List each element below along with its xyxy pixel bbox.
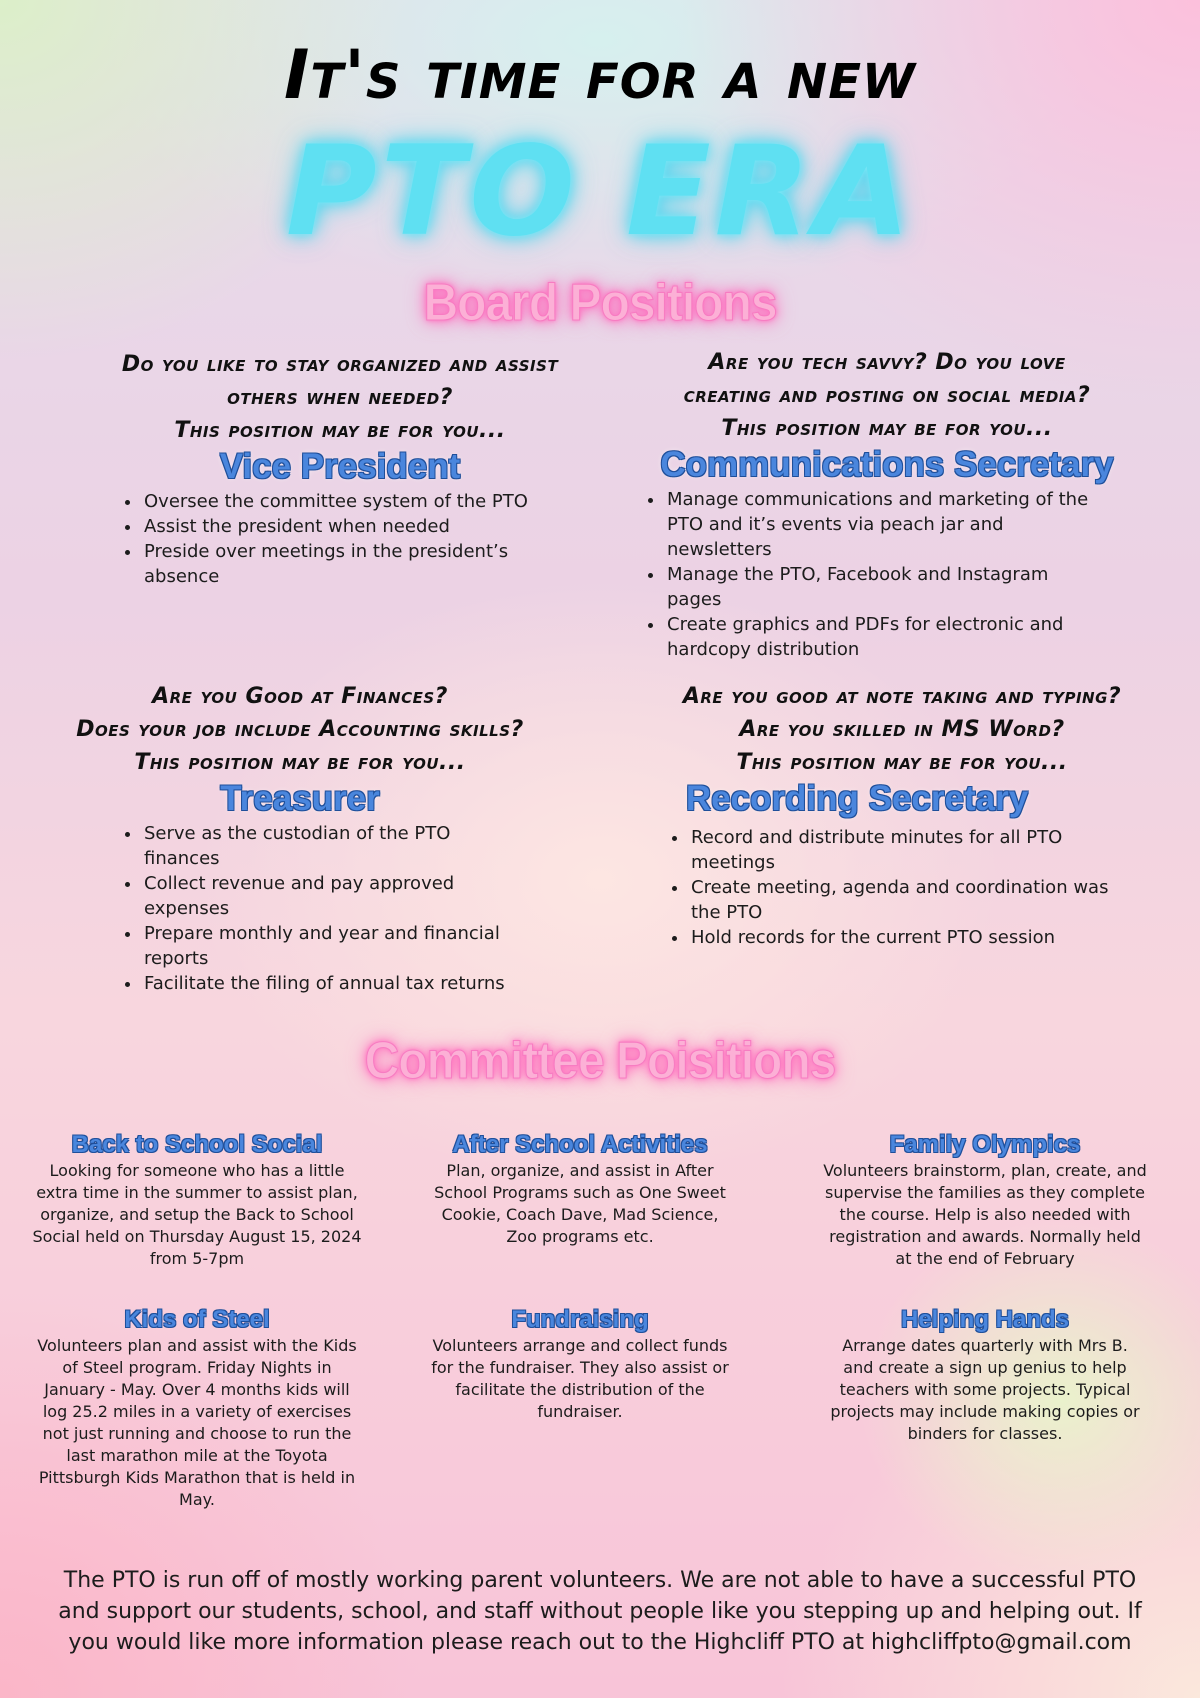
board-position-vice-president <box>60 348 620 589</box>
committee-description: Volunteers arrange and collect funds for the fundraiser. They also assist or facilitate the distribution of the fundraiser. <box>431 1336 729 1421</box>
duty-item: • Collect revenue and pay approved expenses <box>142 871 522 921</box>
board-position-recording-secretary <box>622 680 1182 950</box>
duty-item: • Serve as the custodian of the PTO finances <box>142 821 522 871</box>
duty-item: • Hold records for the current PTO session <box>689 925 1119 950</box>
headline: It's time for a new <box>284 36 916 115</box>
duty-item: • Prepare monthly and year and financial reports <box>142 921 522 971</box>
committee-helping-hands <box>820 1305 1150 1445</box>
duty-item: • Create meeting, agenda and coordination was the PTO <box>689 875 1119 925</box>
committee-fundraising <box>415 1305 745 1423</box>
committee-positions-title: Committee Poisitions <box>364 1032 836 1091</box>
committee-title: After School Activities <box>452 1131 708 1158</box>
position-title: Recording Secretary <box>685 779 1029 818</box>
committee-description: Plan, organize, and assist in After School Programs such as One Sweet Cookie, Coach Dave, Mad Science, Zoo programs etc. <box>434 1161 726 1246</box>
position-title: Treasurer <box>220 779 380 818</box>
position-title: Vice President <box>219 447 461 486</box>
position-title: Communications Secretary <box>660 445 1114 484</box>
position-question: Are you Good at Finances? Does your job include Accounting skills? This position may be for you... <box>76 684 524 775</box>
duty-item: • Create graphics and PDFs for electronic and hardcopy distribution <box>665 612 1095 662</box>
duty-item: • Manage the PTO, Facebook and Instagram pages <box>665 562 1095 612</box>
position-question: Are you good at note taking and typing? Are you skilled in MS Word? This position may be for you... <box>682 684 1122 775</box>
committee-kids-of-steel <box>32 1305 362 1511</box>
duties-list <box>667 825 1119 950</box>
committee-family-olympics <box>820 1130 1150 1270</box>
duties-list <box>120 489 542 589</box>
duty-item: • Facilitate the filing of annual tax returns <box>142 971 522 996</box>
committee-title: Fundraising <box>511 1306 649 1333</box>
committee-description: Volunteers brainstorm, plan, create, and supervise the families as they complete the course. Help is also needed with registration and awards. Normally held at the end of February <box>823 1161 1147 1268</box>
committee-title: Helping Hands <box>900 1306 1069 1333</box>
committee-title: Kids of Steel <box>124 1306 270 1333</box>
duties-list <box>120 821 522 996</box>
committee-description: Volunteers plan and assist with the Kids of Steel program. Friday Nights in January - May. Over 4 months kids will log 25.2 miles in a variety of exercises not just running and choose to run the last marathon mile at the Toyota Pittsburgh Kids Marathon that is held in May. <box>37 1336 357 1509</box>
committee-after-school-activities <box>415 1130 745 1248</box>
committee-description: Arrange dates quarterly with Mrs B. and create a sign up genius to help teachers with some projects. Typical projects may include making copies or binders for classes. <box>830 1336 1140 1443</box>
committee-back-to-school-social <box>32 1130 362 1270</box>
board-position-treasurer <box>20 680 580 996</box>
duty-item: • Manage communications and marketing of the PTO and it’s events via peach jar and newsletters <box>665 487 1095 562</box>
duty-item: • Record and distribute minutes for all PTO meetings <box>689 825 1119 875</box>
position-question: Are you tech savvy? Do you love creating and posting on social media? This position may be for you... <box>683 350 1091 441</box>
pto-era-title: PTO ERA <box>285 120 915 264</box>
footer-message: The PTO is run off of mostly working parent volunteers. We are not able to have a successful PTO and support our students, school, and staff without people like you stepping up and helping out. If you would like more information please reach out to the Highcliff PTO at highcliffpto@gmail.com <box>58 1568 1142 1655</box>
duties-list <box>643 487 1095 662</box>
board-position-communications-secretary <box>607 346 1167 662</box>
board-positions-title: Board Positions <box>423 274 777 333</box>
committee-title: Family Olympics <box>889 1131 1081 1158</box>
duty-item: • Oversee the committee system of the PTO <box>142 489 542 514</box>
committee-title: Back to School Social <box>71 1131 323 1158</box>
duty-item: • Preside over meetings in the president’s absence <box>142 539 542 589</box>
duty-item: • Assist the president when needed <box>142 514 542 539</box>
position-question: Do you like to stay organized and assist others when needed? This position may be for you... <box>121 352 559 443</box>
committee-description: Looking for someone who has a little extra time in the summer to assist plan, organize, and setup the Back to School Social held on Thursday August 15, 2024 from 5-7pm <box>32 1161 362 1268</box>
